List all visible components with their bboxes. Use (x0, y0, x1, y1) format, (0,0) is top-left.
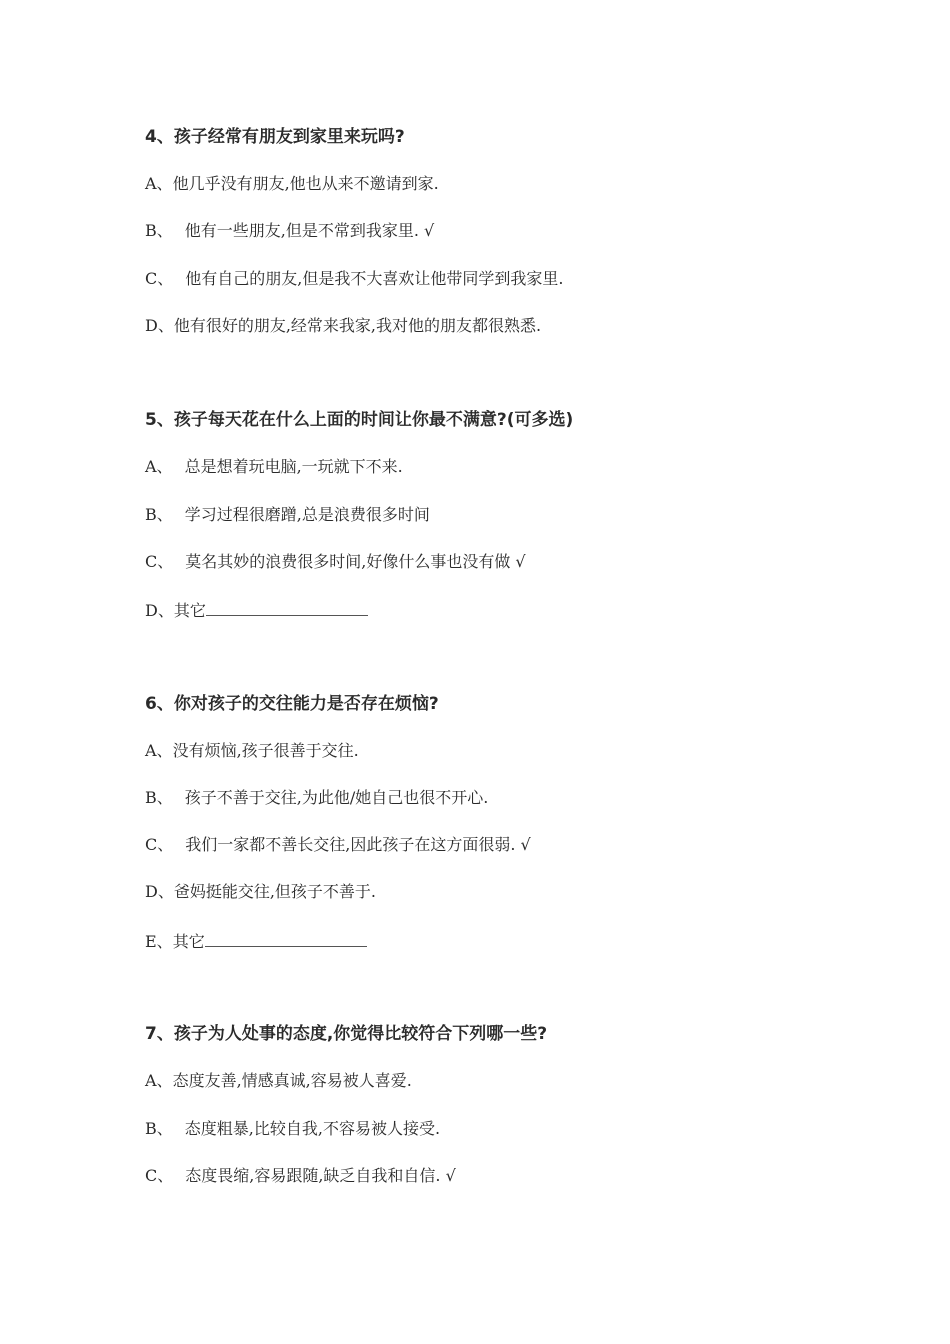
option-text: 没有烦恼,孩子很善于交往. (172, 741, 359, 760)
option-text: 他有一些朋友,但是不常到我家里. √ (184, 221, 435, 240)
option-text: 其它 (173, 601, 206, 620)
option-label: B、 (145, 788, 173, 807)
question-6-option-a (145, 741, 359, 761)
option-label: C、 (145, 552, 174, 571)
option-label: D、 (145, 316, 174, 335)
question-4-option-a (145, 174, 439, 194)
option-label: E、 (145, 932, 173, 951)
question-7-option-a (145, 1071, 412, 1091)
option-text: 莫名其妙的浪费很多时间,好像什么事也没有做 √ (185, 552, 526, 571)
question-5-option-d (145, 599, 368, 621)
question-6-option-c (145, 835, 531, 855)
question-5-option-b (145, 505, 430, 525)
question-6-option-b (145, 788, 488, 808)
option-label: A、 (145, 174, 173, 193)
option-label: A、 (145, 457, 173, 476)
option-text: 总是想着玩电脑,一玩就下不来. (184, 457, 403, 476)
option-text: 其它 (172, 932, 205, 951)
question-4-option-d (145, 316, 541, 336)
option-text: 态度粗暴,比较自我,不容易被人接受. (184, 1119, 441, 1138)
option-text: 态度友善,情感真诚,容易被人喜爱. (172, 1071, 412, 1090)
option-text: 爸妈挺能交往,但孩子不善于. (173, 882, 377, 901)
option-text: 孩子不善于交往,为此他/她自己也很不开心. (184, 788, 489, 807)
answer-blank (205, 930, 367, 947)
question-5-title: 5、孩子每天花在什么上面的时间让你最不满意?(可多选) (145, 410, 574, 430)
option-text: 他几乎没有朋友,他也从来不邀请到家. (172, 174, 439, 193)
question-6-title: 6、你对孩子的交往能力是否存在烦恼? (145, 694, 439, 714)
question-5-option-c (145, 552, 526, 572)
option-text: 他有自己的朋友,但是我不大喜欢让他带同学到我家里. (185, 269, 564, 288)
question-4-option-b (145, 221, 434, 241)
answer-blank (206, 599, 368, 616)
question-7-title: 7、孩子为人处事的态度,你觉得比较符合下列哪一些? (145, 1024, 548, 1044)
option-text: 学习过程很磨蹭,总是浪费很多时间 (184, 505, 430, 524)
question-4-title: 4、孩子经常有朋友到家里来玩吗? (145, 127, 405, 147)
option-text: 我们一家都不善长交往,因此孩子在这方面很弱. √ (185, 835, 531, 854)
option-label: D、 (145, 601, 174, 620)
option-text: 他有很好的朋友,经常来我家,我对他的朋友都很熟悉. (173, 316, 542, 335)
option-label: A、 (145, 1071, 173, 1090)
question-5-option-a (145, 457, 403, 477)
option-label: D、 (145, 882, 174, 901)
option-label: C、 (145, 269, 174, 288)
option-label: C、 (145, 1166, 174, 1185)
question-6-option-d (145, 882, 376, 902)
option-label: B、 (145, 221, 173, 240)
option-label: B、 (145, 1119, 173, 1138)
option-label: C、 (145, 835, 174, 854)
option-text: 态度畏缩,容易跟随,缺乏自我和自信. √ (185, 1166, 456, 1185)
question-7-option-b (145, 1119, 440, 1139)
option-label: B、 (145, 505, 173, 524)
question-7-option-c (145, 1166, 456, 1186)
question-4-option-c (145, 269, 563, 289)
option-label: A、 (145, 741, 173, 760)
question-6-option-e (145, 930, 367, 952)
